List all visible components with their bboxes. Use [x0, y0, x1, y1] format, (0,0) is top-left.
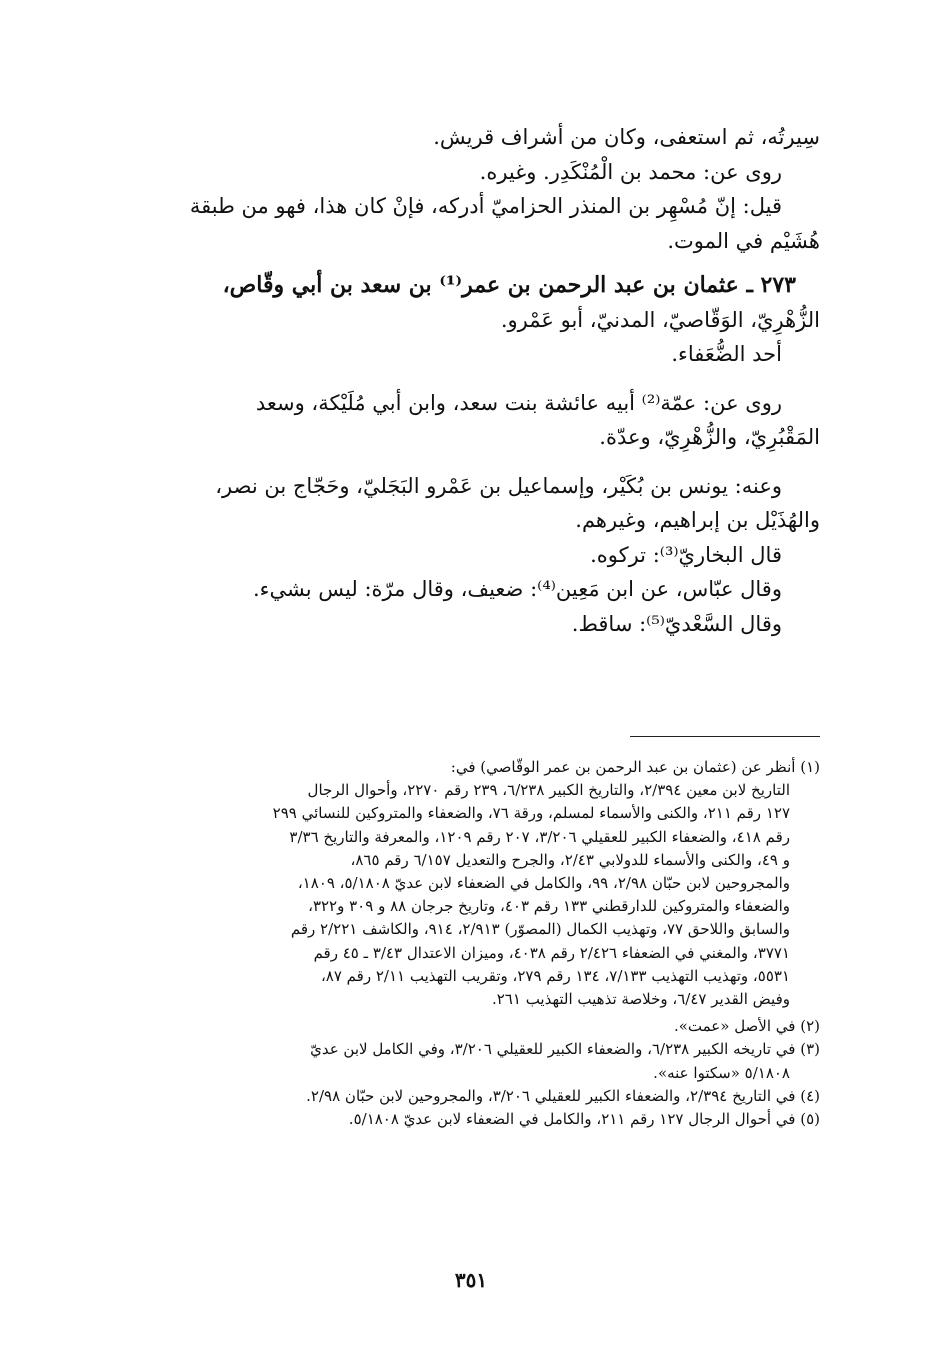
text-line: الزُّهْرِيّ، الوَقّاصيّ، المدنيّ، أبو عَمْرو.	[500, 307, 820, 332]
footnote-line: والضعفاء والمتروكين للدارقطني ١٣٣ رقم ٤٠٣، وتاريخ جرجان ٨٨ و ٣٠٩ و٣٢٢،	[308, 897, 790, 916]
page-number: ٣٥١	[454, 1268, 488, 1292]
text-line: سِيرتُه، ثم استعفى، وكان من أشراف قريش.	[433, 125, 820, 149]
footnote-line: (٣) في تاريخه الكبير ٦/٢٣٨، والضعفاء الكبير للعقيلي ٣/٢٠٦، وفي الكامل لابن عديّ	[310, 1040, 820, 1059]
footnote-line: وفيض القدير ٦/٤٧، وخلاصة تذهيب التهذيب ٢٦١.	[491, 990, 790, 1009]
footnote-line: (٥) في أحوال الرجال ١٢٧ رقم ٢١١، والكامل في الضعفاء لابن عديّ ٥/١٨٠٨.	[348, 1110, 820, 1129]
footnote-line: والمجروحين لابن حبّان ٢/٩٨، ٩٩، والكامل في الضعفاء لابن عديّ ٥/١٨٠٨، ١٨٠٩،	[297, 874, 790, 893]
footnote-line: (٤) في التاريخ ٢/٣٩٤، والضعفاء الكبير للعقيلي ٣/٢٠٦، والمجروحين لابن حبّان ٢/٩٨.	[306, 1086, 820, 1105]
footnote-line: ٣٧٧١، والمغني في الضعفاء ٢/٤٢٦ رقم ٤٠٣٨، وميزان الاعتدال ٣/٤٣ ـ ٤٥ رقم	[313, 943, 790, 962]
entry-heading: ٢٧٣ ـ عثمان بن عبد الرحمن بن عمر⁽¹⁾ بن سعد بن أبي وقّاص،	[222, 272, 796, 298]
text-line: قيل: إنّ مُسْهِر بن المنذر الحزاميّ أدركه، فإنْ كان هذا، فهو من طبقة	[189, 194, 782, 218]
footnote-line: و ٤٩، والكنى والأسماء للدولابي ٢/٤٣، والجرح والتعديل ٦/١٥٧ رقم ٨٦٥،	[350, 850, 790, 869]
footnote-line: التاريخ لابن معين ٢/٣٩٤، والتاريخ الكبير ٦/٢٣٨، ٢٣٩ رقم ٢٢٧٠، وأحوال الرجال	[307, 781, 790, 800]
footnote-line: (٢) في الأصل «عمت».	[673, 1017, 820, 1036]
footnote-line: ١٢٧ رقم ٢١١، والكنى والأسماء لمسلم، ورقة ٧٦، والضعفاء والمتروكين للنسائي ٢٩٩	[272, 804, 790, 823]
footnote-line: رقم ٤١٨، والضعفاء الكبير للعقيلي ٣/٢٠٦، ٢٠٧ رقم ١٢٠٩، والمعرفة والتاريخ ٣/٣٦	[289, 827, 790, 846]
text-line: وقال السَّعْديّ⁽⁵⁾: ساقط.	[571, 611, 782, 636]
text-line: وقال عبّاس، عن ابن مَعِين⁽⁴⁾: ضعيف، وقال مرّة: ليس بشيء.	[252, 577, 782, 601]
footnote-line: ٥٥٣١، وتهذيب التهذيب ٧/١٣٣، ١٣٤ رقم ٢٧٩، وتقريب التهذيب ٢/١١ رقم ٨٧،	[320, 966, 790, 985]
footnote-divider	[630, 736, 820, 737]
text-line: والهُذَيْل بن إبراهيم، وغيرهم.	[575, 508, 820, 532]
text-line: روى عن: عمّة⁽²⁾ أبيه عائشة بنت سعد، وابن أبي مُلَيْكة، وسعد	[255, 390, 782, 415]
footnotes	[118, 756, 820, 1131]
footnote-line: ٥/١٨٠٨ «سكتوا عنه».	[653, 1063, 790, 1082]
text-line: هُشَيْم في الموت.	[667, 228, 820, 253]
text-line: روى عن: محمد بن الْمُنْكَدِر. وغيره.	[479, 159, 782, 184]
text-line: المَقْبُرِيّ، والزُّهْرِيّ، وعدّة.	[599, 425, 820, 449]
text-line: وعنه: يونس بن بُكَيْر، وإسماعيل بن عَمْرو البَجَليّ، وحَجّاج بن نصر،	[215, 473, 782, 498]
text-line: قال البخاريّ⁽³⁾: تركوه.	[590, 542, 782, 567]
footnote-line: والسابق واللاحق ٧٧، وتهذيب الكمال (المصوّر) ٢/٩١٣، ٩١٤، والكاشف ٢/٢٢١ رقم	[290, 920, 790, 939]
footnote-line: (١) أنظر عن (عثمان بن عبد الرحمن بن عمر الوقّاصي) في:	[450, 758, 820, 776]
text-line: أحد الضُّعَفاء.	[671, 342, 782, 366]
page-body	[118, 120, 820, 1129]
